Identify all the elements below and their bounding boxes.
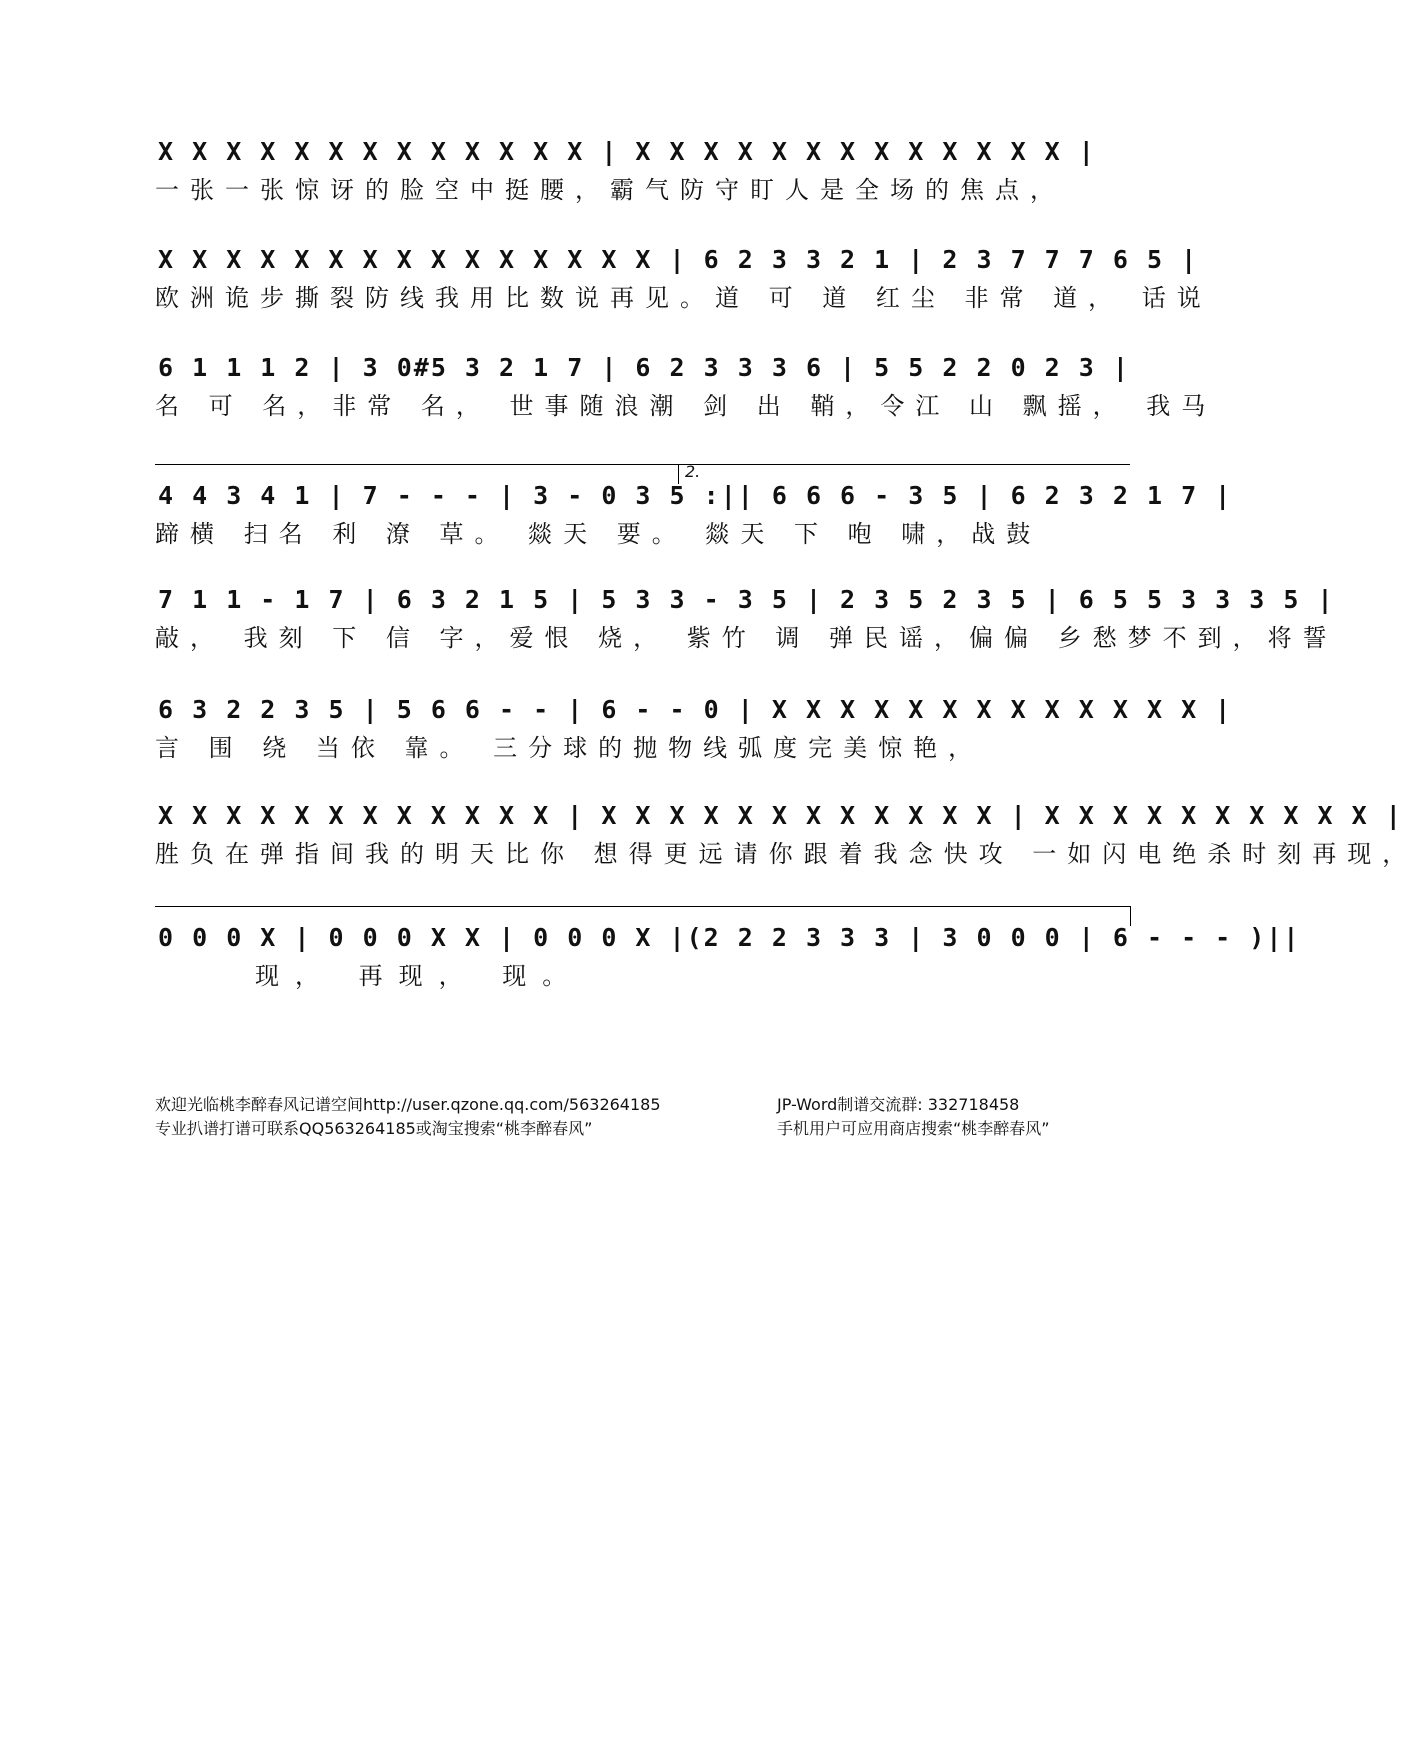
notation-line [155, 580, 1335, 620]
notation-line [155, 476, 1233, 516]
note-sequence: 0 0 0 X | 0 0 0 X X | 0 0 0 X |(2 2 2 3 3 3 | 3 0 0 0 | 6 - - - )|| [158, 923, 1301, 952]
note-sequence: X X X X X X X X X X X X X | X X X X X X X X X X X X X | [158, 137, 1096, 166]
note-sequence: 6 3 2 2 3 5 | 5 6 6 - - | 6 - - 0 | X X X X X X X X X X X X X | [158, 695, 1233, 724]
note-sequence: 7 1 1 - 1 7 | 6 3 2 1 5 | 5 3 3 - 3 5 | 2 3 5 2 3 5 | 6 5 5 3 3 3 5 | [158, 585, 1335, 614]
lyrics-line: 蹄横 扫名 利 潦 草。 燚天 要。 燚天 下 咆 啸，战鼓 [155, 520, 1042, 548]
notation-line [155, 918, 1301, 958]
note-sequence: X X X X X X X X X X X X X X X | 6 2 3 3 2 1 | 2 3 7 7 7 6 5 | [158, 245, 1199, 274]
note-sequence: 6 1 1 1 2 | 3 0#5 3 2 1 7 | 6 2 3 3 3 6 | 5 5 2 2 0 2 3 | [158, 353, 1130, 382]
lyrics-line: 一张一张惊讶的脸空中挺腰，霸气防守盯人是全场的焦点， [155, 176, 1065, 204]
note-sequence: X X X X X X X X X X X X | X X X X X X X X X X X X | X X X X X X X X X X | [158, 801, 1403, 830]
footer-app: 手机用户可应用商店搜索“桃李醉春风” [777, 1119, 1050, 1138]
lyrics-line: 名 可 名，非常 名， 世事随浪潮 剑 出 鞘，令江 山 飘摇， 我马 [155, 392, 1217, 420]
volta-bracket-line [155, 464, 1130, 465]
notation-line [155, 690, 1233, 730]
lyrics-line: 敲， 我刻 下 信 字，爱恨 烧， 紫竹 调 弹民谣，偏偏 乡愁梦不到，将誓 [155, 624, 1338, 652]
note-sequence: 4 4 3 4 1 | 7 - - - | 3 - 0 3 5 :|| 6 6 6 - 3 5 | 6 2 3 2 1 7 | [158, 481, 1233, 510]
footer-group: JP-Word制谱交流群: 332718458 [777, 1095, 1020, 1114]
lyrics-line: 欧洲诡步撕裂防线我用比数说再见。道 可 道 红尘 非常 道， 话说 [155, 284, 1212, 312]
lyrics-line: 现， 再现， 现。 [255, 962, 583, 990]
system-top-line [155, 906, 1130, 907]
lyrics-line: 胜负在弹指间我的明天比你 想得更远请你跟着我念快攻 一如闪电绝杀时刻再现， [155, 840, 1417, 868]
notation-line [155, 348, 1130, 388]
footer-contact: 专业扒谱打谱可联系QQ563264185或淘宝搜索“桃李醉春风” [155, 1119, 593, 1138]
lyrics-line: 言 围 绕 当依 靠。 三分球的抛物线弧度完美惊艳， [155, 734, 984, 762]
notation-line [155, 240, 1199, 280]
notation-line [155, 796, 1403, 836]
notation-line [155, 132, 1130, 172]
footer-website: 欢迎光临桃李醉春风记谱空间http://user.qzone.qq.com/563264185 [155, 1095, 661, 1114]
volta-label: 2. [685, 462, 701, 481]
